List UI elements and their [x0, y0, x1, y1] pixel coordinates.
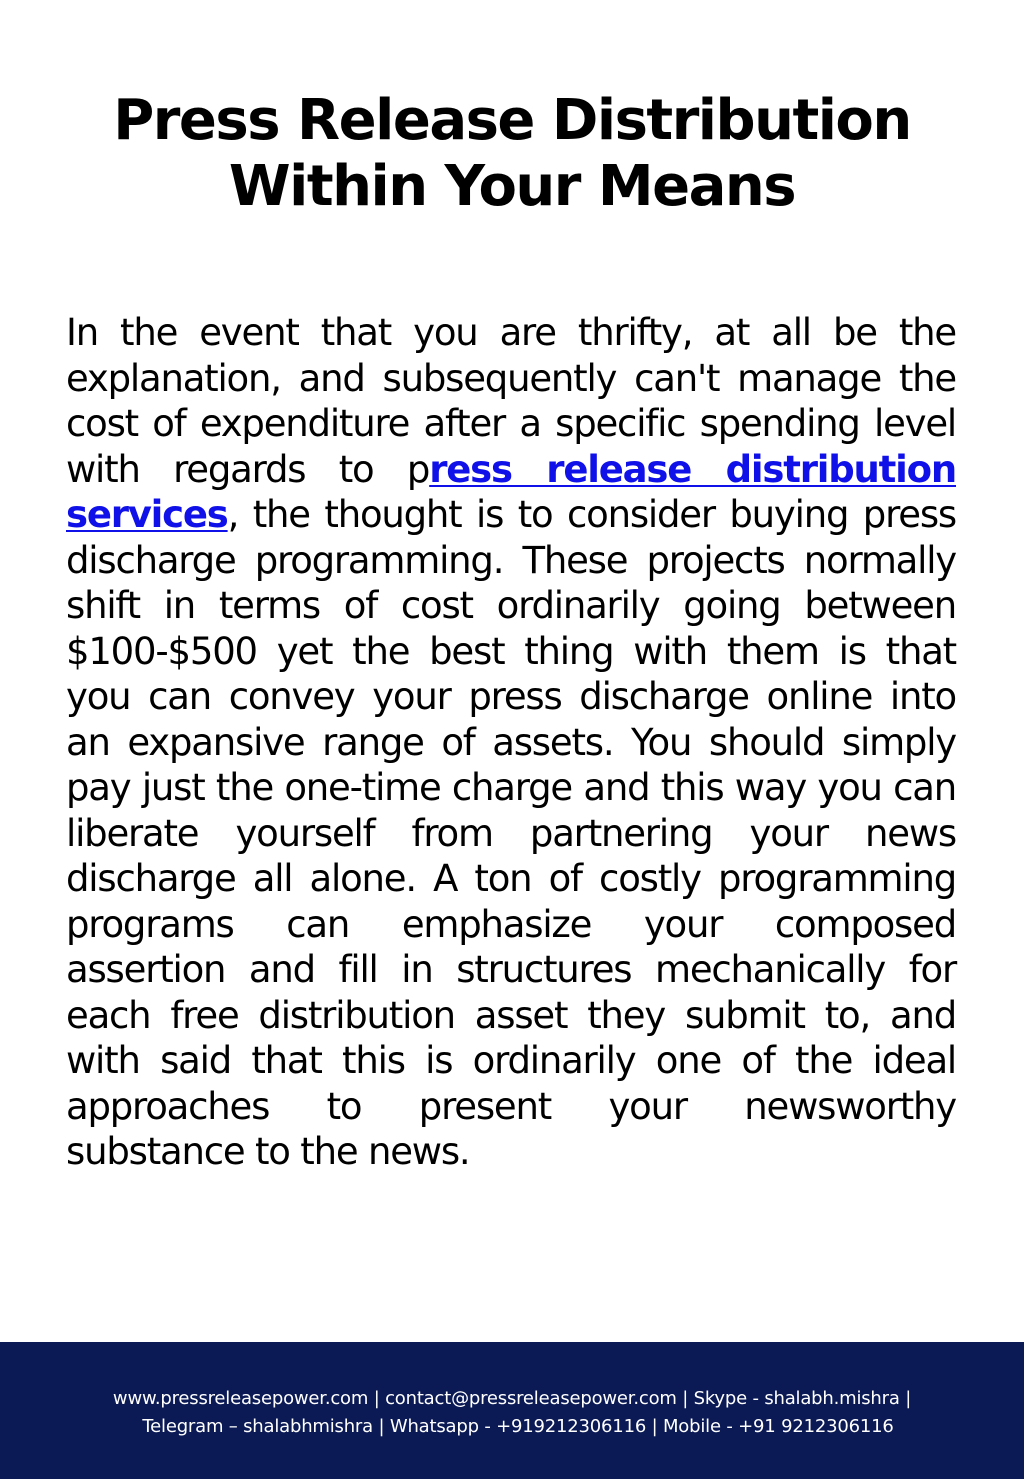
footer-line-contacts: www.pressreleasepower.com | contact@pressreleasepower.com | Skype - shalabh.mishra |: [112, 1388, 912, 1409]
body-paragraph: [66, 310, 956, 1175]
footer-bar: [0, 1342, 1024, 1479]
press-release-distribution-link[interactable]: ress release distribution services: [66, 447, 956, 536]
page-title-line-2: Within Your Means: [228, 154, 796, 219]
body-text-before-link: In the event that you are thrifty, at all be the explanation, and subsequently can't manage the cost of expenditure after a specific spending level with regards to p: [66, 311, 956, 491]
page-title-line-1: Press Release Distribution: [113, 88, 911, 153]
footer-line-messaging: Telegram – shalabhmishra | Whatsapp - +919212306116 | Mobile - +91 9212306116: [142, 1416, 894, 1437]
body-text-after-link: , the thought is to consider buying press discharge programming. These projects normally shift in terms of cost ordinarily going between $100-$500 yet the best thing with them is that you can convey your press discharge online into an expansive range of assets. You should simply pay just the one-time charge and this way you can liberate yourself from partnering your news discharge all alone. A ton of costly programming programs can emphasize your composed assertion and fill in structures mechanically for each free distribution asset they submit to, and with said that this is ordinarily one of the ideal approaches to present your newsworthy substance to the news.: [66, 493, 956, 1173]
footer-contact-info: [0, 1385, 1024, 1441]
page-title: [60, 88, 964, 220]
